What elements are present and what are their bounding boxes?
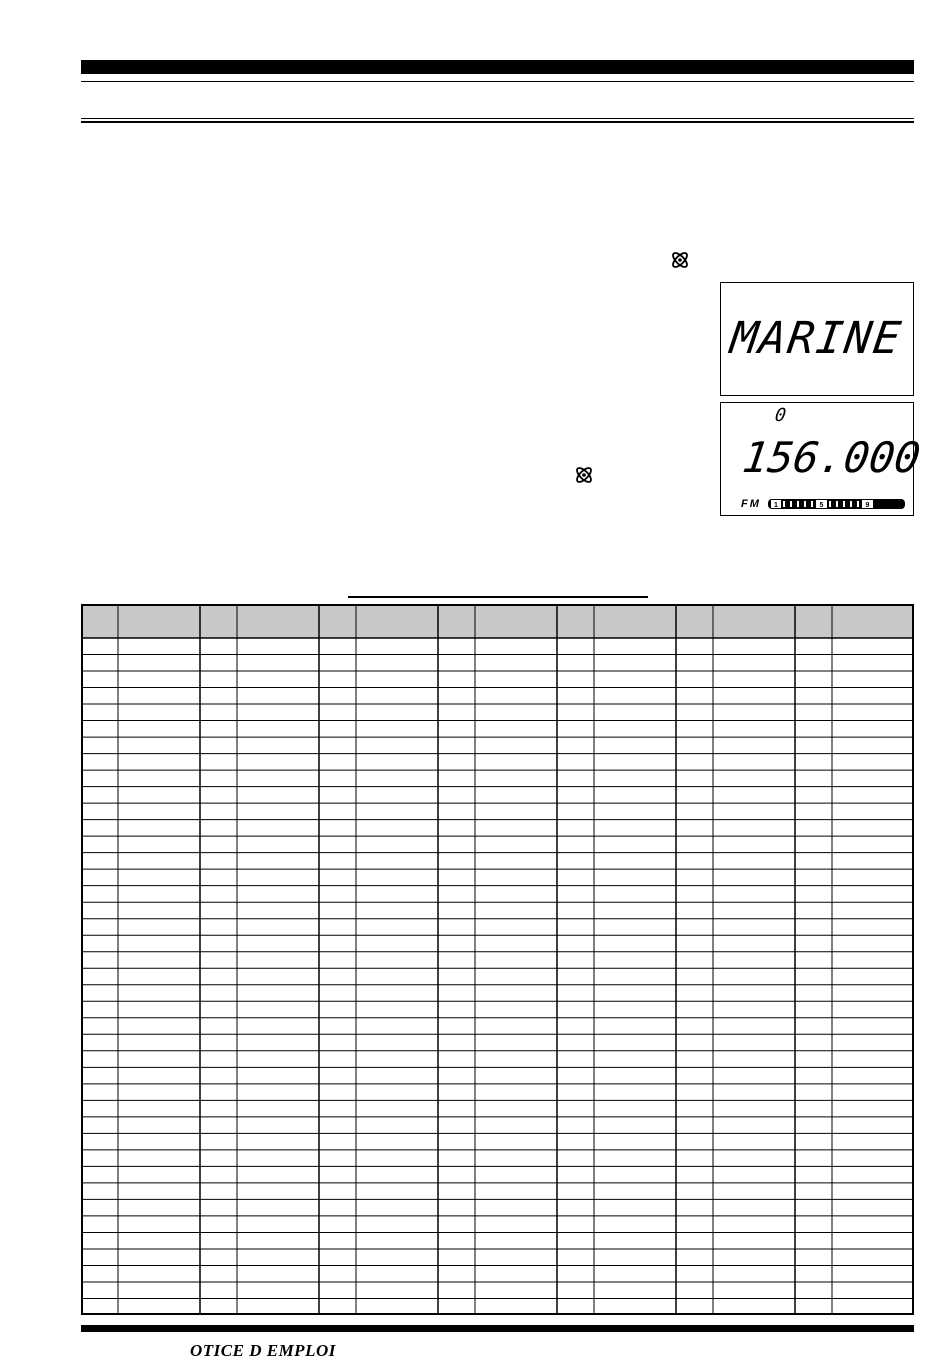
atom-icon bbox=[669, 249, 691, 271]
lcd-mode: FM bbox=[741, 498, 761, 510]
table-title-underline bbox=[348, 596, 648, 598]
table-header-ch-cell bbox=[200, 604, 237, 638]
meter-mark-9: 9 bbox=[865, 502, 870, 509]
table-header-freq-cell bbox=[118, 604, 200, 638]
lcd-display-frequency bbox=[720, 402, 924, 516]
meter-mark-1: 1 bbox=[774, 502, 778, 509]
lcd-text: MARINE bbox=[727, 313, 906, 364]
footer-text: OTICE D EMPLOI bbox=[190, 1341, 336, 1360]
lcd-display-marine bbox=[720, 282, 914, 396]
footer-rule bbox=[81, 1325, 914, 1332]
table-header-ch-cell bbox=[438, 604, 475, 638]
header-thick-rule bbox=[81, 60, 914, 74]
signal-meter bbox=[767, 497, 907, 511]
lcd-channel: 0 bbox=[773, 405, 790, 426]
table-header-freq-cell bbox=[475, 604, 557, 638]
table-border bbox=[82, 605, 913, 1314]
table-header-ch-cell bbox=[319, 604, 356, 638]
header-thin-rule bbox=[81, 81, 914, 82]
header-bottom-rule-2 bbox=[81, 121, 914, 123]
table-header-ch-cell bbox=[676, 604, 713, 638]
table-header-ch-cell bbox=[557, 604, 594, 638]
table-header-ch-cell bbox=[795, 604, 832, 638]
table-header-freq-cell bbox=[356, 604, 438, 638]
atom-icon bbox=[573, 464, 595, 486]
header-bottom-rule-1 bbox=[81, 118, 914, 119]
meter-mark-5: 5 bbox=[819, 502, 824, 509]
table-header-freq-cell bbox=[832, 604, 914, 638]
channel-table bbox=[81, 604, 914, 1315]
table-header-freq-cell bbox=[237, 604, 319, 638]
lcd-frequency: 156.000 bbox=[739, 433, 924, 482]
table-header-freq-cell bbox=[594, 604, 676, 638]
table-header-ch-cell bbox=[81, 604, 118, 638]
table-header-freq-cell bbox=[713, 604, 795, 638]
